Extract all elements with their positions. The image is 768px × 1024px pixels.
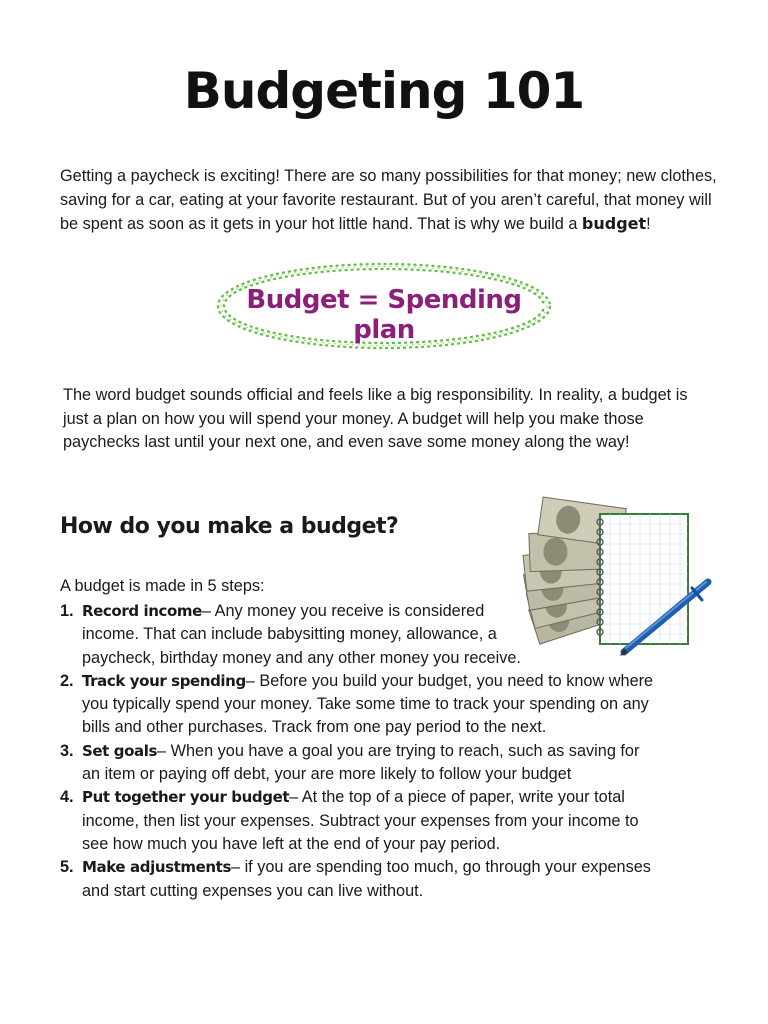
list-item [60, 856, 660, 903]
list-item [60, 786, 660, 856]
step-title: Put together your budget [82, 788, 290, 807]
intro-keyword-budget: budget [581, 214, 647, 233]
list-item [60, 740, 660, 787]
list-item [60, 600, 522, 670]
intro-text: Getting a paycheck is exciting! There are so many possibilities for that money; new clothes, saving for a car, eating at your favorite restaurant. But of you aren’t careful, that money will be spent as soon as it gets in your hot little hand. That is why we build a [60, 167, 717, 233]
step-text: – Any money you receive is considered income. That can include babysitting money, allowance, a paycheck, birthday money and any other money you receive. [82, 602, 521, 667]
step-number: 4. [60, 788, 74, 807]
callout-text: Budget = Spending plan [246, 285, 522, 345]
callout-oval [212, 258, 556, 354]
steps-intro: A budget is made in 5 steps: [60, 577, 265, 595]
list-item [60, 670, 660, 740]
section-heading: How do you make a budget? [60, 514, 399, 539]
step-text: – Before you build your budget, you need to know where you typically spend your money. Take some time to track your spending on any bills and other purchases. Track from one pay period to the next. [82, 671, 654, 737]
step-number: 1. [60, 602, 74, 620]
step-title: Record income [82, 602, 202, 620]
step-number: 2. [60, 671, 74, 690]
step-title: Set goals [82, 741, 158, 760]
intro-end: ! [646, 215, 651, 233]
intro-paragraph [60, 164, 720, 236]
steps-list [60, 600, 660, 903]
step-text: – When you have a goal you are trying to reach, such as saving for an item or paying off debt, your are more likely to follow your budget [82, 741, 640, 784]
step-text: – At the top of a piece of paper, write your total income, then list your expenses. Subtract your expenses from your income to see how much you have left at the end of your pay period. [82, 788, 639, 853]
step-number: 5. [60, 858, 74, 877]
step-title: Track your spending [82, 671, 246, 690]
step-text: – if you are spending too much, go through your expenses and start cutting expenses you can live without. [82, 858, 651, 900]
step-title: Make adjustments [82, 858, 231, 877]
budget-explanation: The word budget sounds official and feels like a big responsibility. In reality, a budget is just a plan on how you will spend your money. A budget will help you make those paychecks last until your next one, and even save some money along the way! [63, 386, 688, 451]
page-title: Budgeting 101 [183, 62, 585, 120]
step-number: 3. [60, 741, 74, 760]
